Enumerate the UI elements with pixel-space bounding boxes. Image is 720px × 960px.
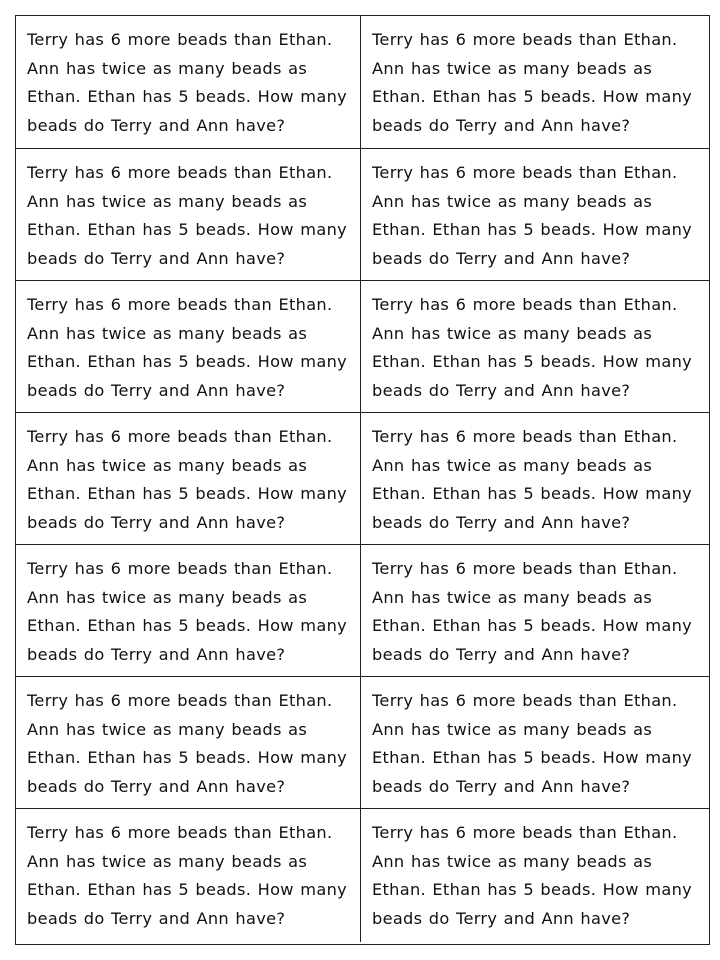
task-card — [16, 809, 361, 942]
word-problem-text: Terry has 6 more beads than Ethan. Ann has twice as many beads as Ethan. Ethan has 5 beads. How many beads do Terry and Ann have? — [372, 427, 693, 532]
task-card — [16, 545, 361, 677]
word-problem-text: Terry has 6 more beads than Ethan. Ann has twice as many beads as Ethan. Ethan has 5 beads. How many beads do Terry and Ann have? — [372, 691, 693, 796]
task-card — [16, 281, 361, 413]
word-problem-text: Terry has 6 more beads than Ethan. Ann has twice as many beads as Ethan. Ethan has 5 beads. How many beads do Terry and Ann have? — [372, 163, 693, 268]
word-problem-text: Terry has 6 more beads than Ethan. Ann has twice as many beads as Ethan. Ethan has 5 beads. How many beads do Terry and Ann have? — [27, 295, 348, 400]
word-problem-text: Terry has 6 more beads than Ethan. Ann has twice as many beads as Ethan. Ethan has 5 beads. How many beads do Terry and Ann have? — [27, 691, 348, 796]
task-card — [16, 413, 361, 545]
word-problem-text: Terry has 6 more beads than Ethan. Ann has twice as many beads as Ethan. Ethan has 5 beads. How many beads do Terry and Ann have? — [27, 823, 348, 928]
word-problem-text: Terry has 6 more beads than Ethan. Ann has twice as many beads as Ethan. Ethan has 5 beads. How many beads do Terry and Ann have? — [27, 559, 348, 664]
task-card — [16, 677, 361, 809]
task-card — [361, 413, 709, 545]
word-problem-text: Terry has 6 more beads than Ethan. Ann has twice as many beads as Ethan. Ethan has 5 beads. How many beads do Terry and Ann have? — [27, 30, 348, 135]
word-problem-text: Terry has 6 more beads than Ethan. Ann has twice as many beads as Ethan. Ethan has 5 beads. How many beads do Terry and Ann have? — [372, 823, 693, 928]
task-card — [361, 149, 709, 281]
task-card — [361, 281, 709, 413]
word-problem-text: Terry has 6 more beads than Ethan. Ann has twice as many beads as Ethan. Ethan has 5 beads. How many beads do Terry and Ann have? — [27, 427, 348, 532]
word-problem-text: Terry has 6 more beads than Ethan. Ann has twice as many beads as Ethan. Ethan has 5 beads. How many beads do Terry and Ann have? — [372, 30, 693, 135]
word-problem-text: Terry has 6 more beads than Ethan. Ann has twice as many beads as Ethan. Ethan has 5 beads. How many beads do Terry and Ann have? — [27, 163, 348, 268]
task-card — [361, 16, 709, 149]
task-card — [361, 545, 709, 677]
task-card-grid — [15, 15, 710, 945]
task-card — [361, 809, 709, 942]
task-card — [361, 677, 709, 809]
word-problem-text: Terry has 6 more beads than Ethan. Ann has twice as many beads as Ethan. Ethan has 5 beads. How many beads do Terry and Ann have? — [372, 295, 693, 400]
word-problem-text: Terry has 6 more beads than Ethan. Ann has twice as many beads as Ethan. Ethan has 5 beads. How many beads do Terry and Ann have? — [372, 559, 693, 664]
task-card — [16, 16, 361, 149]
task-card — [16, 149, 361, 281]
